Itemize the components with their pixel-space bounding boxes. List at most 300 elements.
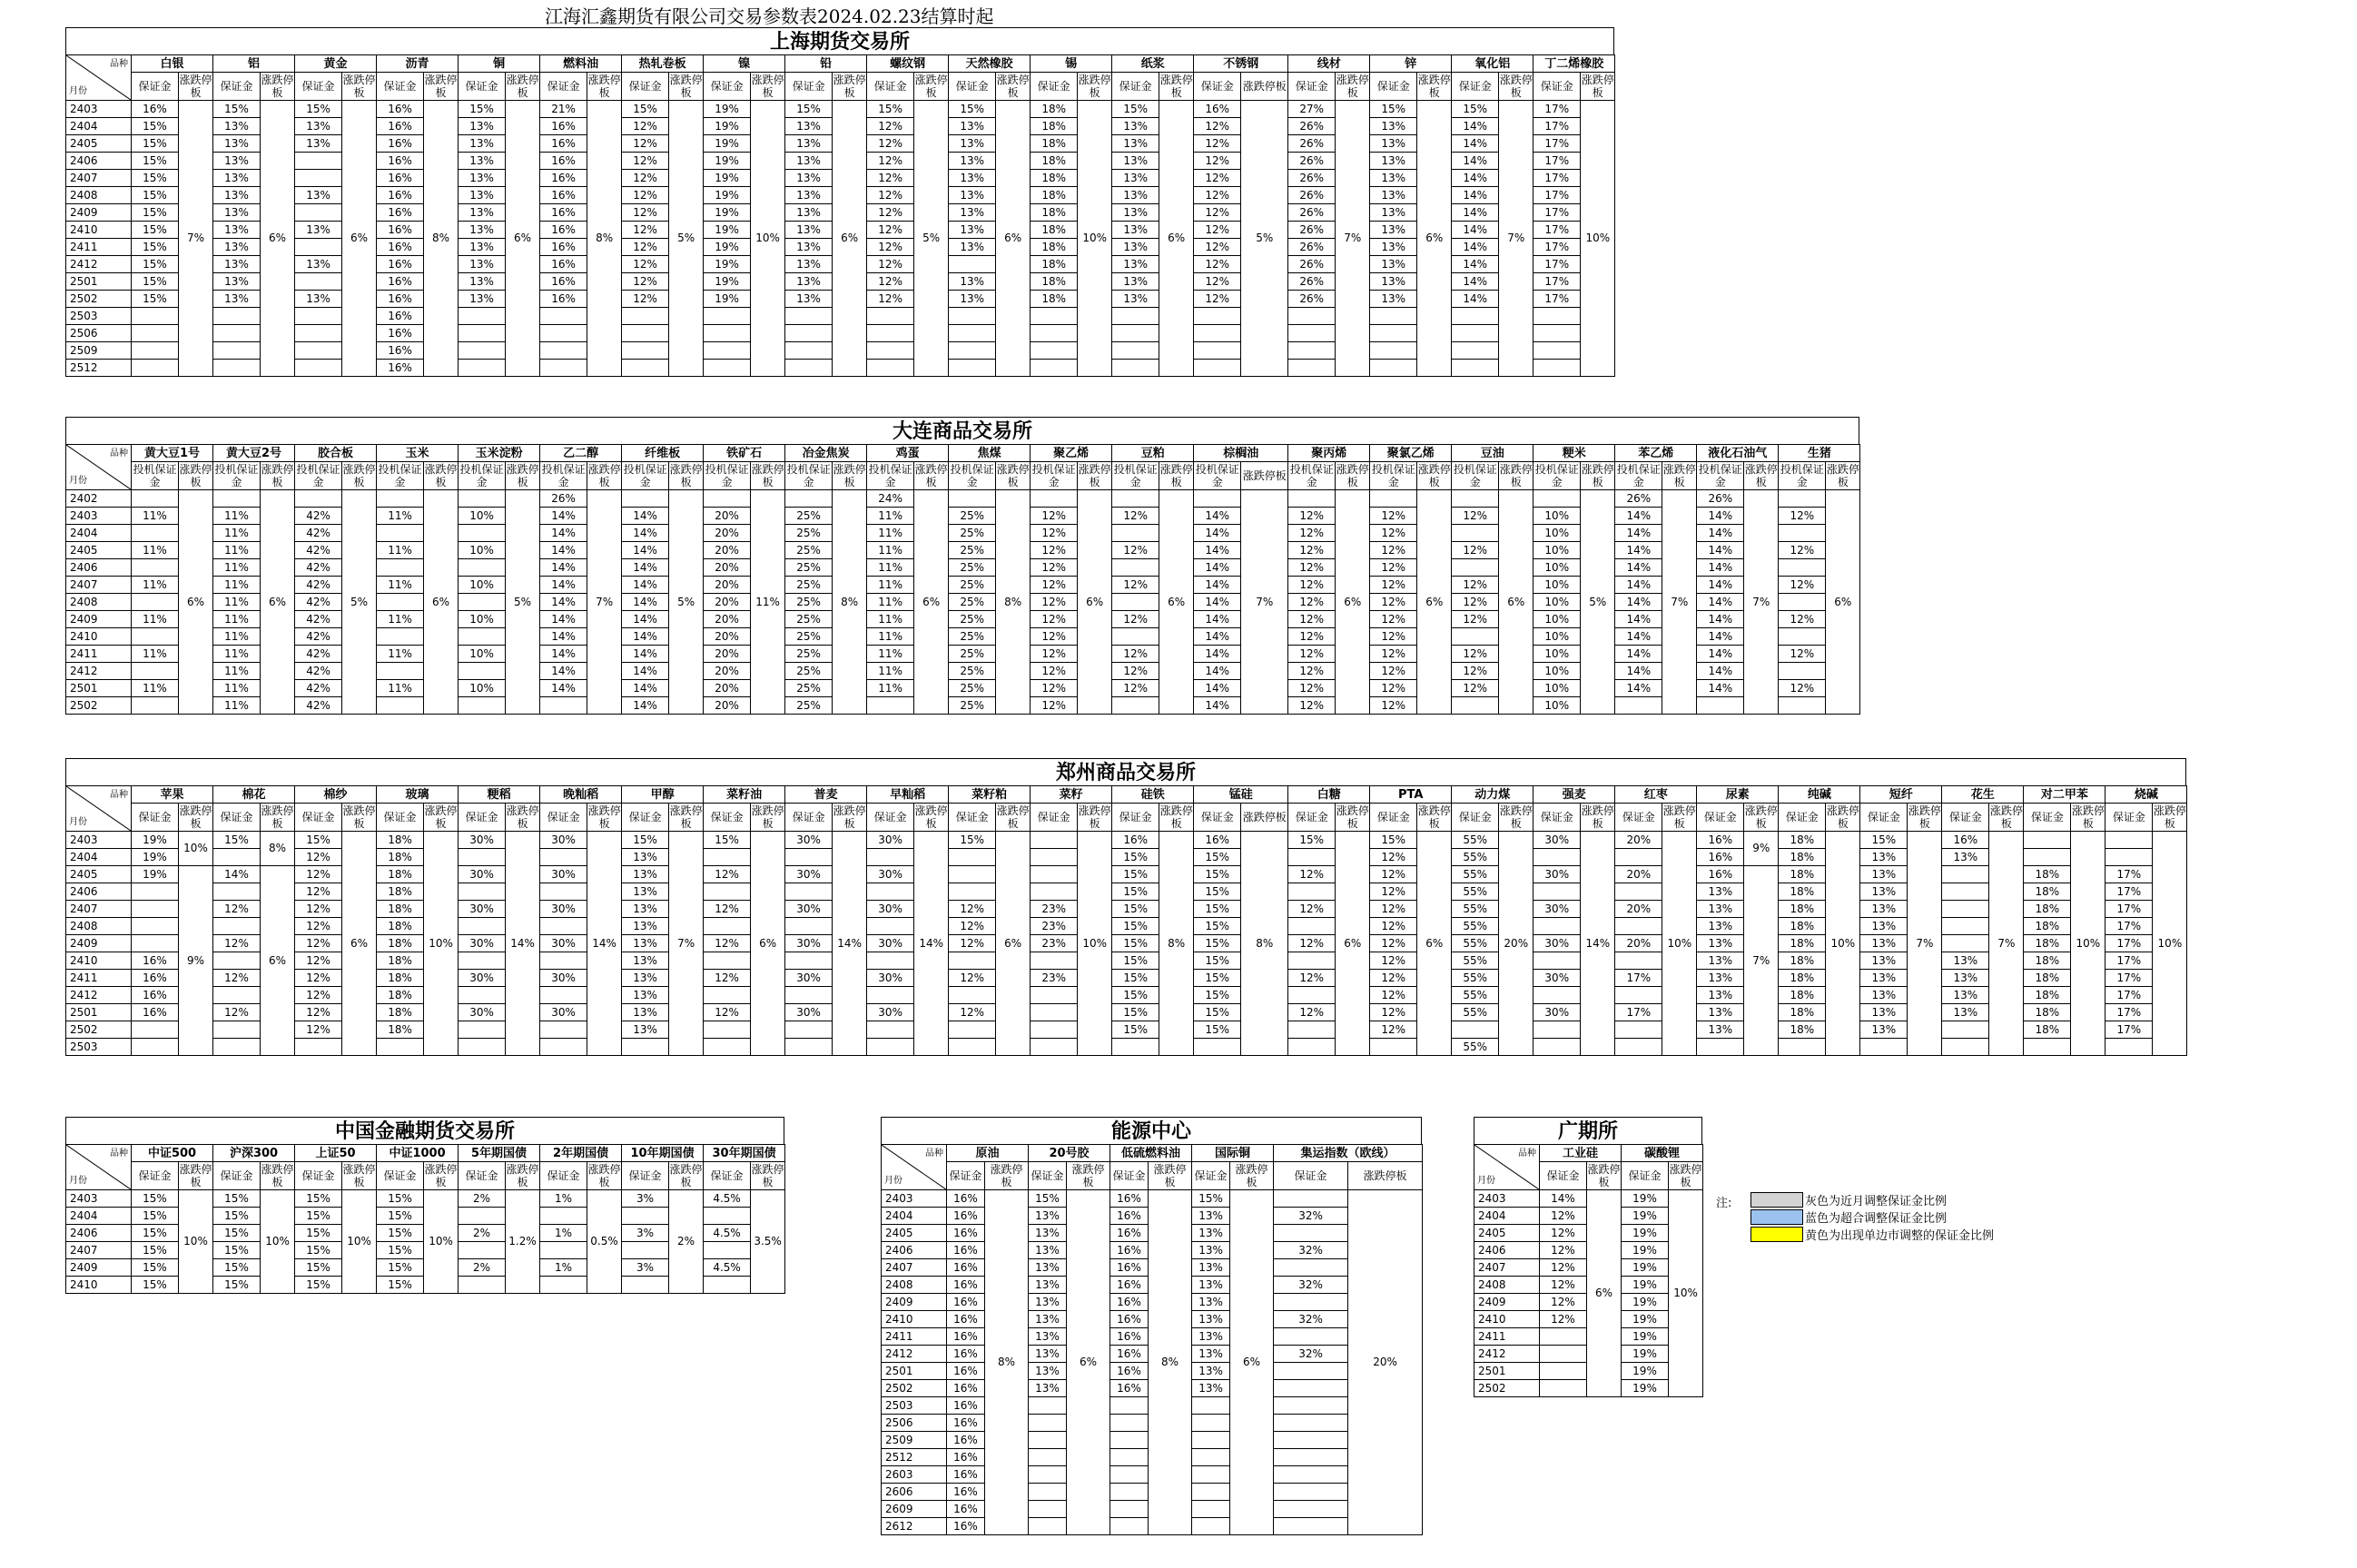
margin-value: 13% [949,204,996,222]
limit-value: 10% [261,1190,295,1294]
margin-header: 保证金 [459,804,506,832]
margin-value: 12% [295,849,342,866]
product-name: 黄大豆1号 [132,445,213,462]
margin-value: 15% [295,832,342,849]
margin-value: 18% [377,970,424,987]
margin-value: 13% [1112,135,1159,153]
margin-value: 13% [1192,1328,1230,1346]
margin-value: 13% [1860,849,1908,866]
product-name: 菜籽粕 [949,786,1031,804]
margin-value [1779,663,1826,680]
margin-value [622,1277,669,1294]
limit-value: 6% [996,832,1031,1056]
margin-value: 14% [1697,542,1744,559]
limit-value: 6% [1078,490,1112,715]
margin-value: 12% [1452,594,1499,611]
margin-value: 13% [1192,1242,1230,1259]
contract-month: 2501 [66,1004,132,1021]
margin-value [1029,1415,1067,1432]
margin-value [540,308,587,325]
margin-header: 保证金 [1112,73,1159,101]
product-name: 尿素 [1697,786,1779,804]
margin-value: 26% [1288,153,1336,170]
margin-value: 15% [1370,832,1417,849]
limit-header: 涨跌停板 [1149,1162,1192,1190]
margin-value: 14% [1697,611,1744,628]
margin-value: 14% [1615,646,1662,663]
product-name: 锡 [1031,55,1112,73]
margin-value [1274,1501,1348,1518]
contract-month: 2407 [882,1259,947,1277]
margin-value [949,987,996,1004]
product-name: 红枣 [1615,786,1697,804]
margin-value: 15% [1288,832,1336,849]
margin-table [65,1144,785,1294]
margin-value: 12% [867,222,914,239]
margin-value: 30% [867,832,914,849]
limit-header: 涨跌停板 [179,1163,212,1188]
margin-value [1779,594,1826,611]
margin-value: 16% [1697,849,1744,866]
margin-value: 55% [1452,987,1499,1004]
margin-value [1534,952,1581,970]
margin-value: 12% [1370,542,1417,559]
margin-header: 保证金 [949,73,996,101]
limit-value: 10% [1078,832,1112,1056]
margin-value: 26% [540,490,587,508]
margin-value: 12% [213,935,261,952]
margin-value [295,360,342,377]
margin-value: 13% [1860,952,1908,970]
margin-value: 13% [622,849,669,866]
margin-value: 17% [2106,866,2153,883]
margin-value [295,308,342,325]
margin-value: 13% [459,256,506,273]
margin-value: 12% [622,118,669,135]
legend-item-blue [1750,1208,1947,1224]
margin-value: 25% [949,611,996,628]
margin-value: 13% [622,970,669,987]
margin-value [1370,360,1417,377]
margin-value [1288,360,1336,377]
margin-value: 20% [704,646,751,663]
margin-value: 3% [622,1259,669,1277]
margin-value: 15% [377,1242,424,1259]
margin-value: 10% [1534,646,1581,663]
table-row [882,1190,1423,1208]
margin-value [785,918,833,935]
margin-value: 12% [295,970,342,987]
margin-value [1274,1449,1348,1466]
contract-month: 2502 [66,697,132,715]
margin-value: 14% [540,525,587,542]
limit-header: 涨跌停板 [342,804,376,830]
margin-value: 12% [867,118,914,135]
margin-value: 15% [213,1259,261,1277]
limit-header: 涨跌停板 [179,74,212,99]
margin-value: 14% [1697,594,1744,611]
margin-value [704,952,751,970]
margin-value: 55% [1452,866,1499,883]
margin-value [1031,883,1078,901]
margin-value [949,490,996,508]
margin-value: 15% [213,1208,261,1225]
margin-value [1029,1449,1067,1466]
margin-value: 21% [540,101,587,118]
limit-header: 涨跌停板 [1417,463,1451,488]
margin-value [622,1039,669,1056]
contract-month: 2402 [66,490,132,508]
margin-value: 12% [1288,663,1336,680]
margin-value: 30% [785,970,833,987]
margin-value: 13% [1370,273,1417,291]
margin-value: 18% [1031,256,1078,273]
contract-month: 2502 [66,1021,132,1039]
contract-month: 2501 [1474,1363,1540,1380]
margin-value: 14% [540,646,587,663]
contract-month: 2407 [66,577,132,594]
margin-value [459,490,506,508]
margin-value: 13% [295,135,342,153]
margin-value: 10% [1534,525,1581,542]
margin-value [540,1277,587,1294]
margin-value [1615,849,1662,866]
limit-header: 涨跌停板 [1662,463,1696,488]
margin-value: 13% [459,239,506,256]
margin-value [1274,1328,1348,1346]
product-name-row [66,1145,785,1162]
margin-value [377,628,424,646]
margin-header: 保证金 [377,804,424,832]
margin-value: 13% [1112,204,1159,222]
margin-value [1534,1021,1581,1039]
limit-value: 3.5% [751,1190,785,1294]
margin-value: 12% [622,239,669,256]
margin-value [132,559,179,577]
margin-value: 14% [622,594,669,611]
margin-value [704,1242,751,1259]
contract-month: 2404 [66,525,132,542]
product-name: 棕榈油 [1194,445,1288,462]
subheader-row [882,1162,1423,1190]
margin-value: 17% [2106,901,2153,918]
margin-value [540,918,587,935]
margin-value [949,1039,996,1056]
product-name: 烧碱 [2106,786,2187,804]
margin-header: 保证金 [1534,73,1581,101]
limit-header: 涨跌停板 [833,74,866,99]
margin-value: 12% [1288,594,1336,611]
margin-value [1112,628,1159,646]
margin-value: 26% [1288,291,1336,308]
margin-value: 18% [1031,170,1078,187]
product-name: 低硫燃料油 [1110,1145,1192,1162]
margin-value: 15% [132,1190,179,1208]
margin-value: 13% [1860,1004,1908,1021]
margin-value: 11% [213,525,261,542]
margin-value [213,987,261,1004]
margin-value [1274,1466,1348,1484]
margin-value: 15% [132,256,179,273]
margin-value: 16% [132,1004,179,1021]
margin-value [1615,883,1662,901]
product-name: 热轧卷板 [622,55,704,73]
margin-header: 投机保证金 [214,463,259,488]
margin-value: 15% [1194,883,1241,901]
limit-header: 涨跌停板 [996,74,1030,99]
margin-value: 13% [1112,239,1159,256]
margin-value: 18% [1031,273,1078,291]
margin-value: 11% [867,646,914,663]
margin-value [1031,360,1078,377]
margin-value [1274,1380,1348,1397]
margin-value: 1% [540,1190,587,1208]
margin-value: 18% [2024,866,2071,883]
contract-month: 2410 [66,222,132,239]
margin-value: 11% [867,542,914,559]
margin-value [1112,360,1159,377]
margin-value: 13% [1112,273,1159,291]
margin-value: 12% [295,935,342,952]
contract-month: 2408 [66,187,132,204]
margin-value: 12% [1288,525,1336,542]
margin-header: 保证金 [1622,1162,1669,1190]
margin-value: 13% [295,256,342,273]
margin-value [1288,987,1336,1004]
contract-month: 2501 [66,273,132,291]
month-label: 月份 [69,817,87,827]
margin-value: 26% [1288,170,1336,187]
margin-value [785,308,833,325]
margin-value [213,342,261,360]
margin-value: 55% [1452,832,1499,849]
margin-value [295,342,342,360]
margin-header: 保证金 [1452,73,1499,101]
margin-value: 15% [377,1259,424,1277]
margin-value: 13% [459,135,506,153]
margin-value: 13% [213,273,261,291]
margin-value: 13% [1112,256,1159,273]
contract-month: 2501 [66,680,132,697]
margin-value: 12% [1112,611,1159,628]
margin-value: 16% [540,118,587,135]
margin-value: 15% [1194,1021,1241,1039]
margin-value: 13% [459,204,506,222]
margin-value [704,1021,751,1039]
margin-value: 13% [1370,291,1417,308]
limit-header: 涨跌停板 [1581,74,1614,99]
limit-header: 涨跌停板 [751,463,784,488]
margin-value: 15% [1112,952,1159,970]
margin-value: 18% [1031,187,1078,204]
margin-value [1031,987,1078,1004]
margin-value [1274,1294,1348,1311]
margin-value [132,1021,179,1039]
margin-value: 16% [540,239,587,256]
limit-value: 6% [1826,490,1860,715]
margin-value [1540,1328,1587,1346]
contract-month: 2407 [66,170,132,187]
margin-value: 12% [1031,697,1078,715]
margin-value: 13% [622,918,669,935]
margin-value [1452,325,1499,342]
contract-month: 2411 [882,1328,947,1346]
margin-value: 20% [704,594,751,611]
margin-value [377,490,424,508]
limit-header: 涨跌停板 [1241,73,1288,101]
margin-header: 保证金 [622,73,669,101]
margin-value [132,1039,179,1056]
legend-item-gray [1750,1191,1947,1207]
margin-value: 30% [785,866,833,883]
margin-value: 11% [213,697,261,715]
margin-header: 保证金 [1192,1162,1230,1190]
contract-month: 2412 [1474,1346,1540,1363]
limit-value: 6% [261,101,295,377]
contract-month: 2411 [66,239,132,256]
margin-value [2106,849,2153,866]
margin-value: 12% [1370,577,1417,594]
margin-value: 25% [949,680,996,697]
margin-value [1779,525,1826,542]
margin-value [1031,308,1078,325]
margin-value: 13% [1370,222,1417,239]
margin-value: 12% [1452,680,1499,697]
margin-value: 11% [377,508,424,525]
variety-label: 品种 [110,449,128,459]
margin-header: 保证金 [785,73,833,101]
margin-value: 10% [1534,680,1581,697]
margin-value: 10% [1534,577,1581,594]
margin-value: 19% [704,239,751,256]
margin-value: 17% [1615,1004,1662,1021]
contract-month: 2412 [66,256,132,273]
margin-value: 13% [1112,170,1159,187]
margin-value: 10% [459,508,506,525]
margin-value [1110,1415,1149,1432]
margin-value [1274,1259,1348,1277]
margin-value: 12% [1194,256,1241,273]
margin-value: 12% [622,135,669,153]
margin-value [459,628,506,646]
margin-value: 12% [622,291,669,308]
margin-value: 16% [947,1518,985,1535]
contract-month: 2406 [66,1225,132,1242]
margin-value: 14% [622,559,669,577]
margin-header: 投机保证金 [950,463,994,488]
contract-month: 2403 [882,1190,947,1208]
margin-value: 13% [1029,1277,1067,1294]
margin-value: 16% [377,204,424,222]
margin-value: 12% [1031,508,1078,525]
margin-value: 13% [1860,1021,1908,1039]
margin-value: 13% [949,118,996,135]
margin-value: 18% [377,935,424,952]
margin-value: 15% [1112,935,1159,952]
margin-value [1942,901,1989,918]
margin-value: 4.5% [704,1259,751,1277]
margin-value [459,308,506,325]
margin-value: 55% [1452,1039,1499,1056]
margin-value: 30% [459,970,506,987]
margin-value: 16% [947,1397,985,1415]
margin-value: 16% [947,1311,985,1328]
margin-value [132,697,179,715]
margin-value: 19% [704,291,751,308]
contract-month: 2411 [1474,1328,1540,1346]
margin-header: 保证金 [622,1162,669,1190]
margin-value: 10% [1534,697,1581,715]
margin-table [881,1144,1423,1535]
margin-value: 12% [1452,577,1499,594]
margin-header: 保证金 [377,73,424,101]
contract-month: 2403 [66,508,132,525]
margin-value [1031,866,1078,883]
margin-value: 2% [459,1190,506,1208]
margin-value: 12% [1779,577,1826,594]
margin-value: 42% [295,559,342,577]
margin-value: 30% [459,1004,506,1021]
margin-value: 3% [622,1190,669,1208]
margin-value: 15% [213,1190,261,1208]
margin-value: 12% [1370,559,1417,577]
margin-value [949,952,996,970]
margin-value: 14% [1194,594,1241,611]
margin-value: 18% [1779,1004,1826,1021]
margin-value: 12% [1194,118,1241,135]
margin-value: 13% [785,222,833,239]
limit-value: 6% [996,101,1031,377]
margin-value: 16% [1110,1346,1149,1363]
contract-month: 2502 [66,291,132,308]
margin-value: 12% [1779,542,1826,559]
margin-value: 10% [1534,611,1581,628]
margin-value: 15% [1029,1190,1067,1208]
product-name: 铝 [213,55,295,73]
limit-header: 涨跌停板 [1159,463,1193,488]
margin-value: 16% [1110,1328,1149,1346]
margin-value [2106,1039,2153,1056]
margin-value: 14% [1194,628,1241,646]
margin-value: 13% [1697,1004,1744,1021]
limit-value: 7% [1908,832,1942,1056]
table-row [66,970,2187,987]
contract-month: 2412 [882,1346,947,1363]
margin-value: 12% [867,273,914,291]
margin-value: 30% [540,866,587,883]
margin-value [622,325,669,342]
margin-value [213,849,261,866]
margin-value [785,883,833,901]
margin-value: 30% [867,1004,914,1021]
margin-header: 保证金 [2024,804,2071,832]
limit-header: 涨跌停板 [1587,1163,1621,1188]
margin-value: 12% [1194,204,1241,222]
margin-value: 12% [1452,508,1499,525]
limit-value: 7% [1499,101,1534,377]
margin-value: 17% [1534,256,1581,273]
margin-value [132,628,179,646]
margin-value: 14% [622,697,669,715]
margin-value: 13% [1370,153,1417,170]
margin-value: 18% [377,883,424,901]
margin-value: 12% [867,239,914,256]
margin-value: 18% [1031,135,1078,153]
margin-value: 14% [1615,577,1662,594]
margin-value: 13% [949,153,996,170]
margin-value: 18% [1031,153,1078,170]
margin-value: 13% [1860,987,1908,1004]
